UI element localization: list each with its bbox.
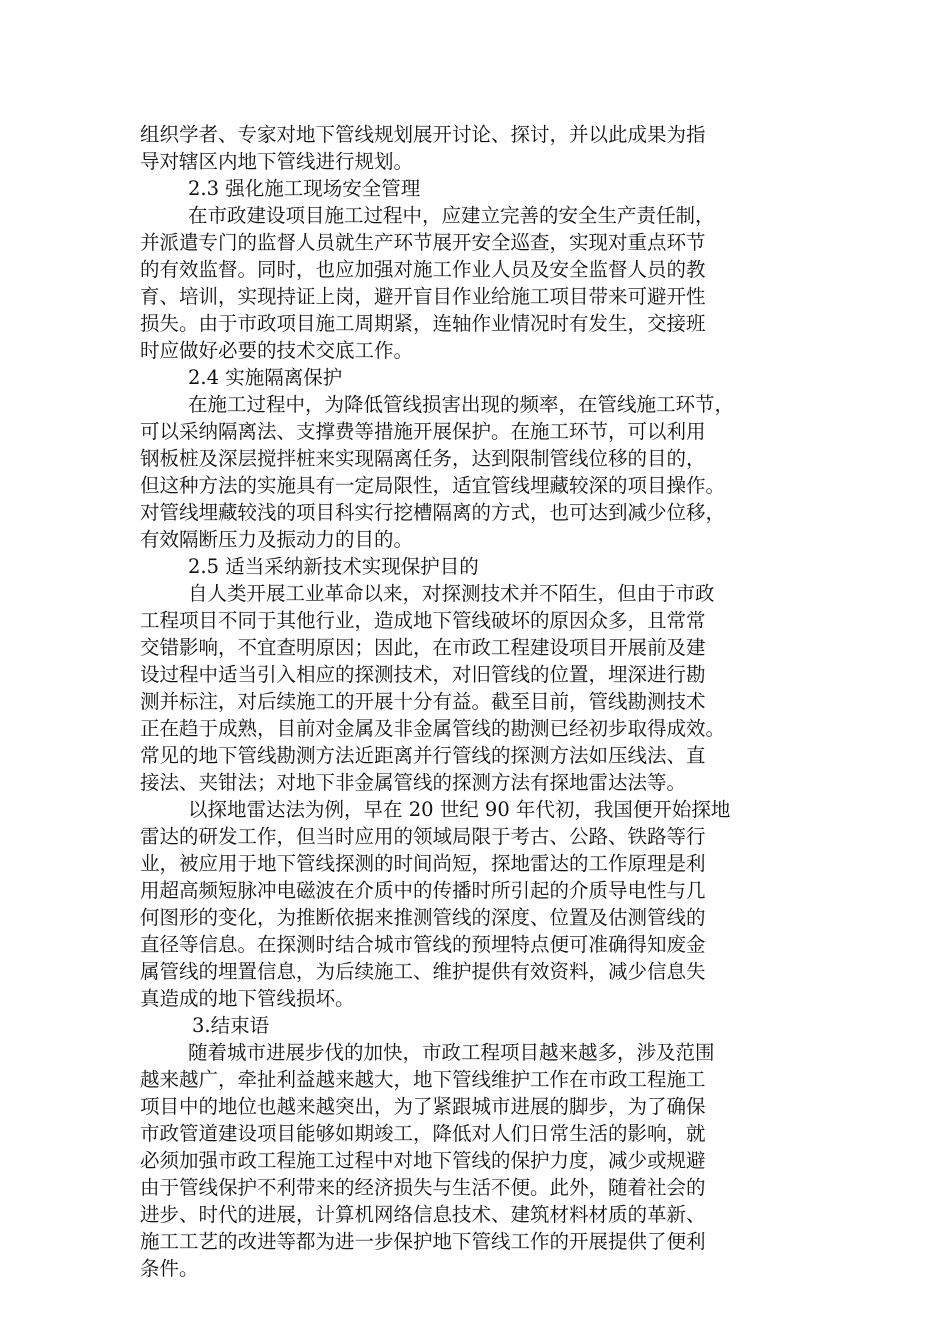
document-body [140, 121, 812, 1282]
paragraph-2-3 [140, 202, 812, 364]
section-heading-2-4: 2.4 实施隔离保护 [188, 366, 343, 389]
text-line: 以探地雷达法为例，早在 20 世纪 90 年代初，我国便开始探地 [188, 798, 731, 821]
section-heading-conclusion: 3.结束语 [192, 1014, 270, 1037]
text-line: 必须加强市政工程施工过程中对地下管线的保护力度，减少或规避 [140, 1149, 706, 1172]
text-line: 但这种方法的实施具有一定局限性，适宜管线埋藏较深的项目操作。 [140, 474, 726, 497]
text-line: 对管线埋藏较浅的项目科实行挖槽隔离的方式，也可达到减少位移， [140, 501, 726, 524]
text-line: 设过程中适当引入相应的探测技术，对旧管线的位置，埋深进行勘 [140, 663, 706, 686]
text-line: 钢板桩及深层搅拌桩来实现隔离任务，达到限制管线位移的目的， [140, 447, 706, 470]
text-line: 雷达的研发工作，但当时应用的领域局限于考古、公路、铁路等行 [140, 825, 706, 848]
paragraph-ground-radar [140, 796, 812, 1012]
text-line: 接法、夹钳法；对地下非金属管线的探测方法有探地雷达法等。 [140, 771, 687, 794]
text-line: 进步、时代的进展，计算机网络信息技术、建筑材料材质的革新、 [140, 1203, 706, 1226]
text-line: 在施工过程中，为降低管线损害出现的频率，在管线施工环节， [188, 393, 735, 416]
text-line: 导对辖区内地下管线进行规划。 [140, 150, 414, 173]
text-line: 随着城市进展步伐的加快，市政工程项目越来越多，涉及范围 [188, 1041, 715, 1064]
text-line: 工程项目不同于其他行业，造成地下管线破坏的原因众多，且常常 [140, 609, 706, 632]
text-line: 在市政建设项目施工过程中，应建立完善的安全生产责任制， [188, 204, 715, 227]
section-heading-2-5: 2.5 适当采纳新技术实现保护目的 [188, 555, 479, 578]
text-line: 由于管线保护不利带来的经济损失与生活不便。此外，随着社会的 [140, 1176, 706, 1199]
text-line: 并派遣专门的监督人员就生产环节展开安全巡查，实现对重点环节 [140, 231, 706, 254]
text-line: 何图形的变化，为推断依据来推测管线的深度、位置及估测管线的 [140, 906, 706, 929]
paragraph-2-4 [140, 391, 812, 553]
text-line: 有效隔断压力及振动力的目的。 [140, 528, 414, 551]
paragraph-2-5 [140, 580, 812, 796]
text-line: 施工工艺的改进等都为进一步保护地下管线工作的开展提供了便利 [140, 1230, 706, 1253]
text-line: 业，被应用于地下管线探测的时间尚短，探地雷达的工作原理是利 [140, 852, 706, 875]
text-line: 可以采纳隔离法、支撑费等措施开展保护。在施工环节，可以利用 [140, 420, 706, 443]
text-line: 项目中的地位也越来越突出，为了紧跟城市进展的脚步，为了确保 [140, 1095, 706, 1118]
text-line: 交错影响，不宜查明原因；因此，在市政工程建设项目开展前及建 [140, 636, 706, 659]
text-line: 越来越广，牵扯利益越来越大，地下管线维护工作在市政工程施工 [140, 1068, 706, 1091]
text-line: 常见的地下管线勘测方法近距离并行管线的探测方法如压线法、直 [140, 744, 706, 767]
text-line: 市政管道建设项目能够如期竣工，降低对人们日常生活的影响，就 [140, 1122, 706, 1145]
text-line: 条件。 [140, 1257, 199, 1280]
text-line: 真造成的地下管线损坏。 [140, 987, 355, 1010]
text-line: 测并标注，对后续施工的开展十分有益。截至目前，管线勘测技术 [140, 690, 706, 713]
section-heading-2-3: 2.3 强化施工现场安全管理 [188, 177, 421, 200]
paragraph-conclusion [140, 1039, 812, 1282]
text-line: 正在趋于成熟，目前对金属及非金属管线的勘测已经初步取得成效。 [140, 717, 726, 740]
text-line: 的有效监督。同时，也应加强对施工作业人员及安全监督人员的教 [140, 258, 706, 281]
text-line: 损失。由于市政项目施工周期紧，连轴作业情况时有发生，交接班 [140, 312, 706, 335]
text-line: 直径等信息。在探测时结合城市管线的预埋特点便可准确得知废金 [140, 933, 706, 956]
text-line: 自人类开展工业革命以来，对探测技术并不陌生，但由于市政 [188, 582, 715, 605]
text-line: 组织学者、专家对地下管线规划展开讨论、探讨，并以此成果为指 [140, 123, 706, 146]
paragraph-intro-continuation [140, 121, 812, 175]
text-line: 用超高频短脉冲电磁波在介质中的传播时所引起的介质导电性与几 [140, 879, 706, 902]
text-line: 育、培训，实现持证上岗，避开盲目作业给施工项目带来可避开性 [140, 285, 706, 308]
text-line: 属管线的埋置信息，为后续施工、维护提供有效资料，减少信息失 [140, 960, 706, 983]
text-line: 时应做好必要的技术交底工作。 [140, 339, 414, 362]
